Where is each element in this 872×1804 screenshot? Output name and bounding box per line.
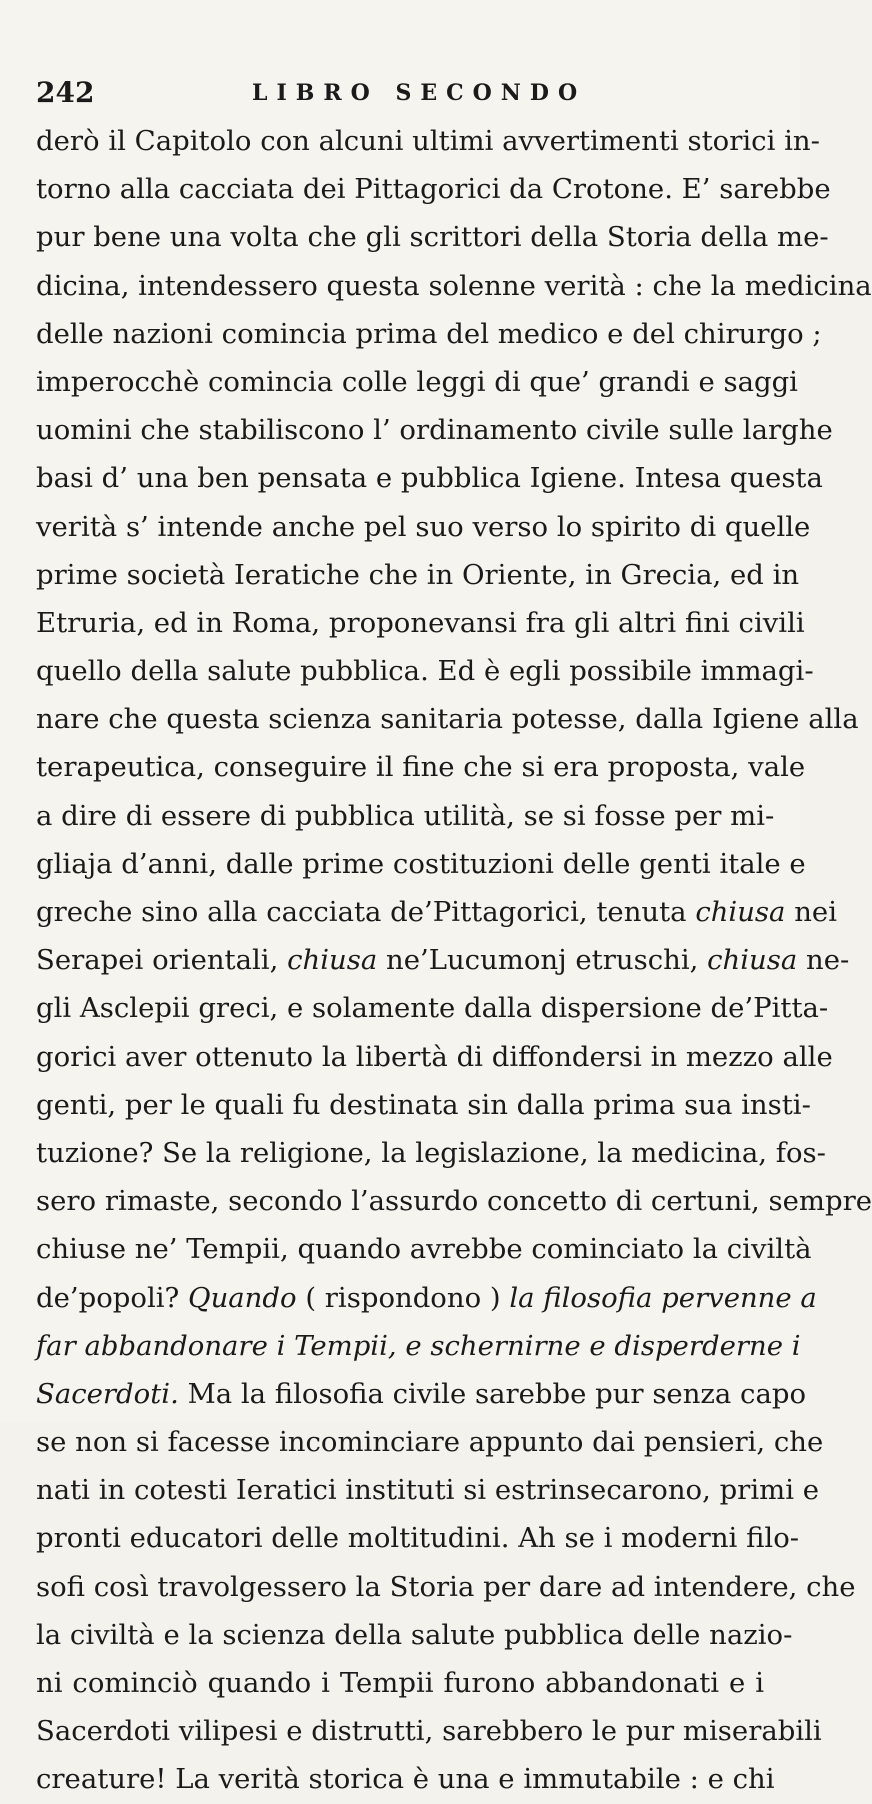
text-segment: Ma la filosofia civile sarebbe pur senza capo bbox=[187, 1377, 807, 1410]
text-line: chiuse ne’ Tempii, quando avrebbe cominciato la civiltà bbox=[36, 1233, 812, 1266]
text-segment: de’popoli? bbox=[36, 1281, 180, 1314]
page-number: 242 bbox=[36, 76, 95, 109]
text-line: imperocchè comincia colle leggi di que’ grandi e saggi bbox=[36, 365, 798, 398]
text-line: nati in cotesti Ieratici instituti si estrinsecarono, primi e bbox=[36, 1474, 820, 1507]
italic-word: chiusa bbox=[707, 944, 798, 977]
text-line: a dire di essere di pubblica utilità, se si fosse per mi- bbox=[36, 799, 775, 832]
text-line bbox=[36, 1274, 817, 1322]
text-line bbox=[36, 888, 837, 936]
text-segment: greche sino alla cacciata de’Pittagorici, tenuta bbox=[36, 896, 687, 928]
text-line: genti, per le quali fu destinata sin dalla prima sua insti- bbox=[36, 1088, 811, 1121]
text-line: terapeutica, conseguire il fine che si era proposta, vale bbox=[36, 751, 806, 784]
text-line: verità s’ intende anche pel suo verso lo spirito di quelle bbox=[36, 510, 811, 543]
text-line: sero rimaste, secondo l’assurdo concetto di certuni, sempre bbox=[36, 1185, 872, 1218]
text-line: torno alla cacciata dei Pittagorici da Crotone. E’ sarebbe bbox=[36, 173, 831, 206]
body-text bbox=[36, 117, 872, 1804]
text-line bbox=[36, 936, 850, 984]
italic-phrase: Sacerdoti. bbox=[36, 1377, 179, 1410]
text-line: gorici aver ottenuto la libertà di diffondersi in mezzo alle bbox=[36, 1040, 833, 1073]
italic-word: chiusa bbox=[695, 896, 786, 928]
text-line: dicina, intendessero questa solenne verità : che la medicina bbox=[36, 269, 872, 302]
text-line: tuzione? Se la religione, la legislazione, la medicina, fos- bbox=[36, 1136, 826, 1169]
text-line: quello della salute pubblica. Ed è egli possibile immagi- bbox=[36, 655, 814, 688]
text-line: delle nazioni comincia prima del medico e del chirurgo ; bbox=[36, 317, 822, 350]
text-line: prime società Ieratiche che in Oriente, in Grecia, ed in bbox=[36, 558, 800, 591]
text-line bbox=[36, 1370, 807, 1418]
text-line: gli Asclepii greci, e solamente dalla dispersione de’Pitta- bbox=[36, 992, 829, 1025]
text-line: se non si facesse incominciare appunto dai pensieri, che bbox=[36, 1426, 824, 1459]
text-line: la civiltà e la scienza della salute pubblica delle nazio- bbox=[36, 1618, 793, 1651]
text-segment: ( rispondono ) bbox=[305, 1281, 501, 1314]
italic-word: chiusa bbox=[287, 944, 378, 977]
text-segment: ne- bbox=[806, 944, 850, 977]
text-line: ni cominciò quando i Tempii furono abbandonati e i bbox=[36, 1667, 764, 1699]
italic-phrase: Quando bbox=[188, 1281, 297, 1314]
running-head: LIBRO SECONDO bbox=[252, 80, 587, 106]
text-line: sofi così travolgessero la Storia per dare ad intendere, che bbox=[36, 1570, 856, 1603]
text-line: Sacerdoti vilipesi e distrutti, sarebbero le pur miserabili bbox=[36, 1715, 822, 1748]
text-line: creature! La verità storica è una e immutabile : e chi bbox=[36, 1763, 775, 1796]
text-line: derò il Capitolo con alcuni ultimi avvertimenti storici in- bbox=[36, 125, 820, 157]
italic-phrase: far abbandonare i Tempii, e schernirne e disperderne i bbox=[36, 1329, 801, 1362]
page-header bbox=[36, 76, 752, 116]
text-line: pur bene una volta che gli scrittori della Storia della me- bbox=[36, 221, 829, 254]
text-line: pronti educatori delle moltitudini. Ah se i moderni filo- bbox=[36, 1522, 800, 1555]
text-line: nare che questa scienza sanitaria potesse, dalla Igiene alla bbox=[36, 703, 859, 736]
text-line: Etruria, ed in Roma, proponevansi fra gli altri fini civili bbox=[36, 606, 805, 639]
text-segment: ne’Lucumonj etruschi, bbox=[385, 944, 699, 977]
text-line: basi d’ una ben pensata e pubblica Igiene. Intesa questa bbox=[36, 462, 823, 495]
text-segment: nei bbox=[794, 896, 837, 928]
italic-phrase: la filosofia pervenne a bbox=[509, 1281, 817, 1314]
text-segment: Serapei orientali, bbox=[36, 944, 279, 977]
text-line: gliaja d’anni, dalle prime costituzioni delle genti itale e bbox=[36, 847, 806, 880]
text-line: uomini che stabiliscono l’ ordinamento civile sulle larghe bbox=[36, 414, 833, 447]
text-line bbox=[36, 1322, 801, 1370]
